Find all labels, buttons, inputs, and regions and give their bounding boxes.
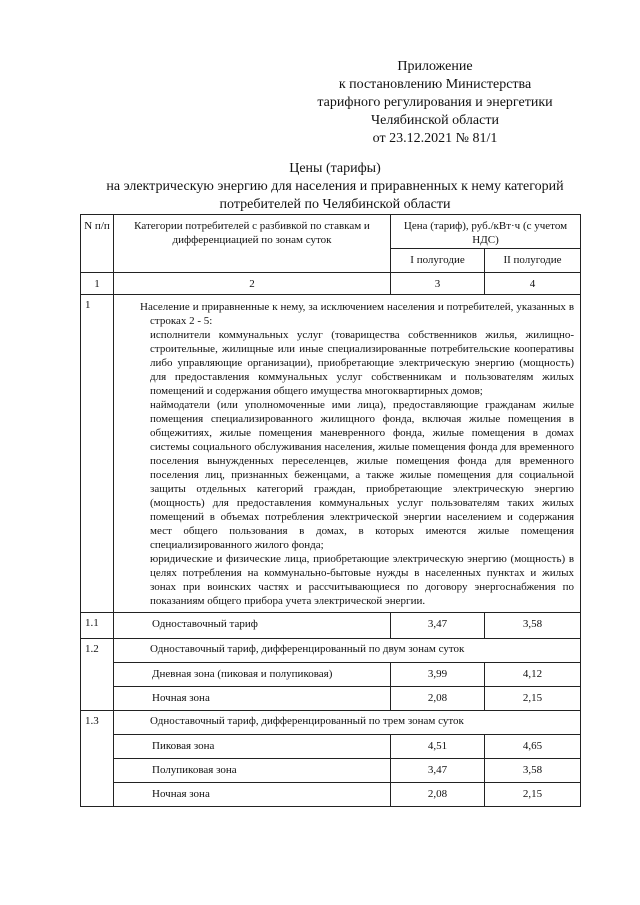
- price-half2: 3,58: [485, 613, 581, 639]
- title-line: на электрическую энергию для населения и приравненных к нему категорий: [106, 179, 564, 194]
- appendix-line: Челябинской области: [371, 113, 499, 128]
- appendix-block: [290, 58, 580, 148]
- zone-label: Дневная зона (пиковая и полупиковая): [114, 663, 391, 687]
- header-num: N п/п: [81, 215, 114, 273]
- price-half1: 3,47: [391, 759, 485, 783]
- header-half2: II полугодие: [485, 249, 581, 273]
- row-group-label: Одноставочный тариф, дифференцированный по двум зонам суток: [114, 639, 581, 663]
- zone-label: Ночная зона: [114, 687, 391, 711]
- row-group-label: Одноставочный тариф, дифференцированный по трем зонам суток: [114, 711, 581, 735]
- row-num: 1.1: [81, 613, 114, 639]
- header-price: Цена (тариф), руб./кВт·ч (с учетом НДС): [391, 215, 581, 249]
- price-half1: 2,08: [391, 783, 485, 807]
- table-row: [81, 613, 581, 639]
- price-half2: 3,58: [485, 759, 581, 783]
- appendix-line: тарифного регулирования и энергетики: [317, 95, 553, 110]
- description-paragraph: исполнители коммунальных услуг (товарищества собственников жилья, жилищно-строительные, жилищные или иные специализированные потребительские кооперативы либо управляющие организации), приобретающие электрическую энергию (мощность) для предоставления коммунальных услуг собственникам и пользователям жилых помещений и содержания общего имущества многоквартирных домов;: [150, 329, 575, 397]
- header-half1: I полугодие: [391, 249, 485, 273]
- table-row: [81, 783, 581, 807]
- table-row: [81, 295, 581, 613]
- table-row: [81, 639, 581, 663]
- tariff-table: [80, 214, 581, 807]
- row-num: 1.3: [81, 711, 114, 807]
- zone-label: Пиковая зона: [114, 735, 391, 759]
- table-row: [81, 735, 581, 759]
- row-num: 1.2: [81, 639, 114, 711]
- price-half1: 2,08: [391, 687, 485, 711]
- row-description: [114, 295, 581, 613]
- header-category: Категории потребителей с разбивкой по ставкам и дифференциацией по зонам суток: [114, 215, 391, 273]
- description-paragraph: юридические и физические лица, приобретающие электрическую энергию (мощность) в целях потребления на коммунально-бытовые нужды в населенных пунктах и жилых зонах при воинских частях и рассчитывающиеся по договору энергоснабжения по показаниям общего прибора учета электрической энергии.: [150, 553, 575, 607]
- price-half2: 4,65: [485, 735, 581, 759]
- price-half1: 3,99: [391, 663, 485, 687]
- zone-label: Полупиковая зона: [114, 759, 391, 783]
- price-half1: 3,47: [391, 613, 485, 639]
- title-line: потребителей по Челябинской области: [219, 197, 451, 212]
- table-row: [81, 711, 581, 735]
- appendix-line: к постановлению Министерства: [338, 77, 532, 92]
- table-row: [81, 687, 581, 711]
- column-number: 3: [391, 273, 485, 295]
- description-paragraph: наймодатели (или уполномоченные ими лица), предоставляющие гражданам жилые помещения специализированного жилищного фонда, включая жилые помещения в общежитиях, жилые помещения маневренного фонда, жилые помещения в домах системы социального обслуживания населения, жилые помещения фонда для временного поселения вынужденных переселенцев, жилые помещения фонда для временного поселения лиц, признанных беженцами, а также жилые помещения для социальной защиты отдельных категорий граждан, приобретающие электрическую энергию (мощность) для предоставления коммунальных услуг пользователям таких жилых помещений в объемах потребления электрической энергии населением и содержания мест общего пользования в домах, в которых имеются жилые помещения специализированного жилого фонда;: [150, 399, 575, 551]
- price-half1: 4,51: [391, 735, 485, 759]
- table-row: [81, 759, 581, 783]
- row-num: 1: [81, 295, 114, 613]
- column-number: 2: [114, 273, 391, 295]
- table-row: [81, 663, 581, 687]
- price-half2: 2,15: [485, 783, 581, 807]
- document-title: [70, 160, 600, 214]
- column-number: 4: [485, 273, 581, 295]
- row-label: Одноставочный тариф: [114, 613, 391, 639]
- appendix-line: от 23.12.2021 № 81/1: [372, 131, 498, 146]
- price-half2: 2,15: [485, 687, 581, 711]
- description-paragraph: Население и приравненные к нему, за исключением населения и потребителей, указанных в строках 2 - 5:: [140, 301, 575, 327]
- column-number: 1: [81, 273, 114, 295]
- zone-label: Ночная зона: [114, 783, 391, 807]
- price-half2: 4,12: [485, 663, 581, 687]
- appendix-line: Приложение: [397, 59, 473, 74]
- title-line: Цены (тарифы): [289, 161, 381, 176]
